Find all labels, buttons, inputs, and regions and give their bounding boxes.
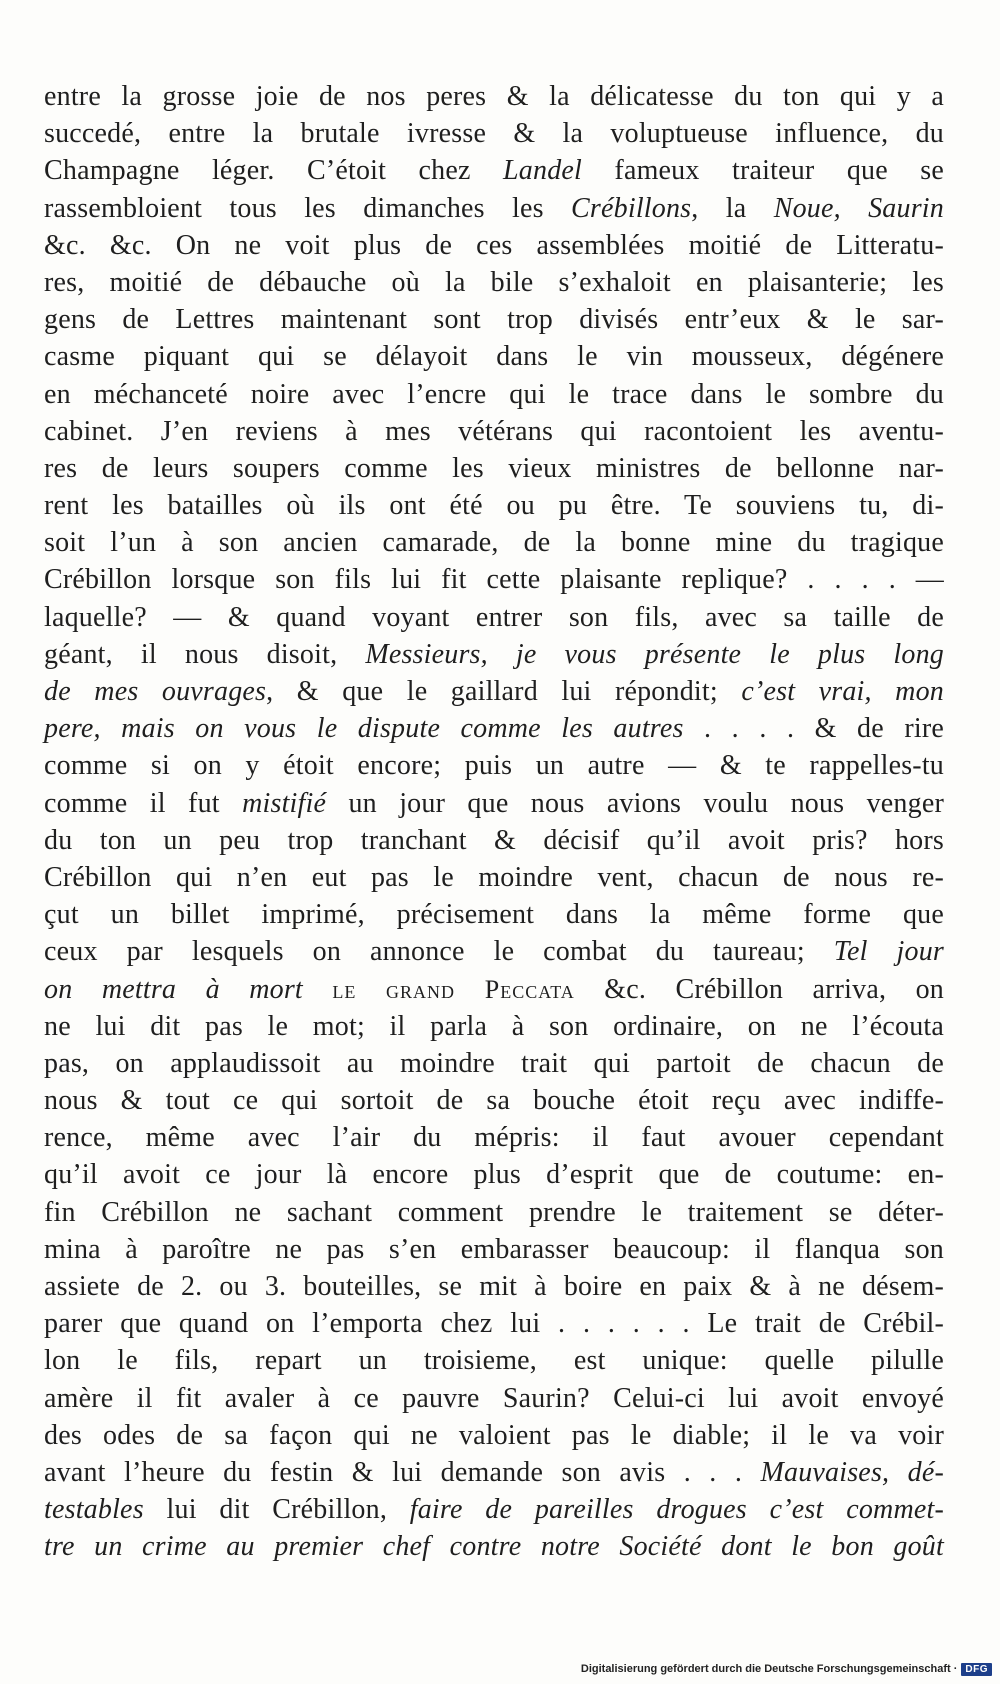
text-line — [44, 413, 944, 450]
digitization-credit — [581, 1658, 992, 1680]
italic-text: Mauvaises, dé- — [760, 1456, 944, 1488]
text-run: géant, il nous disoit, — [44, 638, 366, 670]
text-line — [44, 1156, 944, 1193]
text-run: succedé, entre la brutale ivresse & la voluptueuse influence, du — [44, 118, 944, 150]
text-run: res de leurs soupers comme les vieux ministres de bellonne nar- — [44, 452, 944, 484]
text-run: ceux par lesquels on annonce le combat du taureau; — [44, 936, 834, 968]
text-line — [44, 561, 944, 598]
text-line — [44, 1491, 944, 1528]
text-run: fameux traiteur que se — [582, 155, 944, 187]
italic-text: de mes ouvrages — [44, 676, 267, 707]
text-run: en méchanceté noire avec l’encre qui le trace dans le sombre du — [44, 378, 944, 410]
text-run: avant l’heure du festin & lui demande son avis . . . — [44, 1456, 761, 1488]
text-line — [44, 710, 944, 747]
text-run: Crébillon lorsque son fils lui fit cette plaisante replique? . . . . — — [44, 564, 944, 596]
text-run: res, moitié de débauche où la bile s’exhaloit en plaisanterie; les — [44, 266, 944, 298]
text-run: laquelle? — & quand voyant entrer son fils, avec sa taille de — [44, 601, 944, 633]
italic-text: Tel jour — [833, 936, 944, 968]
text-line — [44, 1008, 944, 1045]
italic-text: tre un crime au premier chef contre notre Société dont le bon goût — [44, 1531, 944, 1563]
text-run: Champagne léger. C’étoit chez — [44, 155, 504, 187]
text-line — [44, 1305, 944, 1342]
text-run: parer que quand on l’emporta chez lui . . . . . . Le trait de Crébil- — [44, 1308, 944, 1340]
text-line — [44, 636, 944, 673]
text-run: amère il fit avaler à ce pauvre Saurin? Celui-ci lui avoit envoyé — [44, 1382, 944, 1414]
italic-text: testables — [44, 1494, 144, 1526]
text-run: mina à paroître ne pas s’en embarasser beaucoup: il flanqua son — [44, 1233, 944, 1265]
text-line — [44, 1528, 944, 1565]
text-line — [44, 301, 944, 338]
text-run: qu’il avoit ce jour là encore plus d’esprit que de coutume: en- — [44, 1159, 944, 1191]
text-line — [44, 376, 944, 413]
text-line — [44, 933, 944, 970]
text-run: cabinet. J’en reviens à mes vétérans qui racontoient les aventu- — [44, 415, 944, 447]
text-run: lon le fils, repart un troisieme, est unique: quelle pilulle — [44, 1345, 944, 1377]
text-run: rence, même avec l’air du mépris: il faut avouer cependant — [44, 1122, 944, 1154]
text-run: &c. Crébillon arriva, on — [574, 973, 944, 1005]
text-line — [44, 822, 944, 859]
text-line — [44, 264, 944, 301]
text-run: , la — [691, 192, 774, 224]
text-run: Crébillon qui n’en eut pas le moindre vent, chacun de nous re- — [44, 861, 944, 893]
text-run: ne lui dit pas le mot; il parla à son ordinaire, on ne l’écouta — [44, 1010, 944, 1042]
text-run: du ton un peu trop tranchant & décisif qu’il avoit pris? hors — [44, 824, 944, 856]
text-line — [44, 1231, 944, 1268]
text-run: gens de Lettres maintenant sont trop divisés entr’eux & le sar- — [44, 304, 944, 336]
text-run: . . . . & de rire — [683, 713, 944, 745]
text-line — [44, 152, 944, 189]
italic-text: c’est vrai, mon — [741, 676, 945, 707]
credit-text: Digitalisierung gefördert durch die Deutsche Forschungsgemeinschaft · — [580, 1663, 958, 1675]
text-line — [44, 1380, 944, 1417]
text-line — [44, 896, 944, 933]
text-line — [44, 1045, 944, 1082]
text-line — [44, 747, 944, 784]
dfg-logo: DFG — [961, 1663, 992, 1676]
text-line — [44, 1082, 944, 1119]
text-run: assiete de 2. ou 3. bouteilles, se mit à boire en paix & à ne désem- — [44, 1271, 944, 1302]
small-caps-text: le grand Peccata — [332, 974, 575, 1004]
italic-text: faire de pareilles drogues c’est commet- — [409, 1494, 944, 1526]
italic-text: Crébillons — [571, 192, 692, 224]
text-line — [44, 599, 944, 636]
text-line — [44, 338, 944, 375]
text-line — [44, 1268, 944, 1305]
text-run: comme si on y étoit encore; puis un autre — & te rappelles-tu — [44, 750, 944, 782]
text-run: rassembloient tous les dimanches les — [44, 192, 572, 224]
text-line — [44, 673, 944, 710]
text-run: fin Crébillon ne sachant comment prendre le traitement se déter- — [44, 1196, 944, 1228]
text-line — [44, 1342, 944, 1379]
text-run: çut un billet imprimé, précisement dans la même forme que — [44, 899, 944, 931]
text-run: , & que le gaillard lui répondit; — [266, 676, 742, 707]
italic-text: Landel — [503, 155, 583, 187]
italic-text: mistifié — [242, 787, 327, 819]
text-line — [44, 785, 944, 822]
text-run: un jour que nous avions voulu nous venger — [326, 787, 944, 819]
text-run: entre la grosse joie de nos peres & la délicatesse du ton qui y a — [44, 81, 944, 112]
text-line — [44, 1417, 944, 1454]
italic-text: Noue, Saurin — [773, 192, 944, 224]
text-line — [44, 1119, 944, 1156]
text-run: pas, on applaudissoit au moindre trait qui partoit de chacun de — [44, 1047, 944, 1079]
body-text — [44, 78, 944, 1566]
text-run: lui dit Crébillon, — [143, 1494, 410, 1526]
text-run: rent les batailles où ils ont été ou pu être. Te souviens tu, di- — [44, 490, 944, 522]
italic-text: on mettra à mort — [44, 973, 333, 1005]
text-line — [44, 487, 944, 524]
text-line — [44, 859, 944, 896]
text-line — [44, 115, 944, 152]
text-line — [44, 524, 944, 561]
text-run: comme il fut — [44, 787, 243, 819]
text-run: des odes de sa façon qui ne valoient pas le diable; il le va voir — [44, 1419, 944, 1451]
text-line — [44, 1194, 944, 1231]
italic-text: pere, mais on vous le dispute comme les autres — [44, 713, 684, 745]
text-line — [44, 450, 944, 487]
text-run: casme piquant qui se délayoit dans le vin mousseux, dégénere — [44, 341, 944, 373]
text-line — [44, 190, 944, 227]
text-run: soit l’un à son ancien camarade, de la bonne mine du tragique — [44, 527, 944, 559]
text-run: nous & tout ce qui sortoit de sa bouche étoit reçu avec indiffe- — [44, 1085, 944, 1117]
italic-text: Messieurs, je vous présente le plus long — [365, 638, 944, 670]
text-run: &c. &c. On ne voit plus de ces assemblées moitié de Litteratu- — [44, 229, 944, 261]
text-line — [44, 78, 944, 115]
text-line — [44, 1454, 944, 1491]
text-line — [44, 971, 944, 1008]
text-line — [44, 227, 944, 264]
